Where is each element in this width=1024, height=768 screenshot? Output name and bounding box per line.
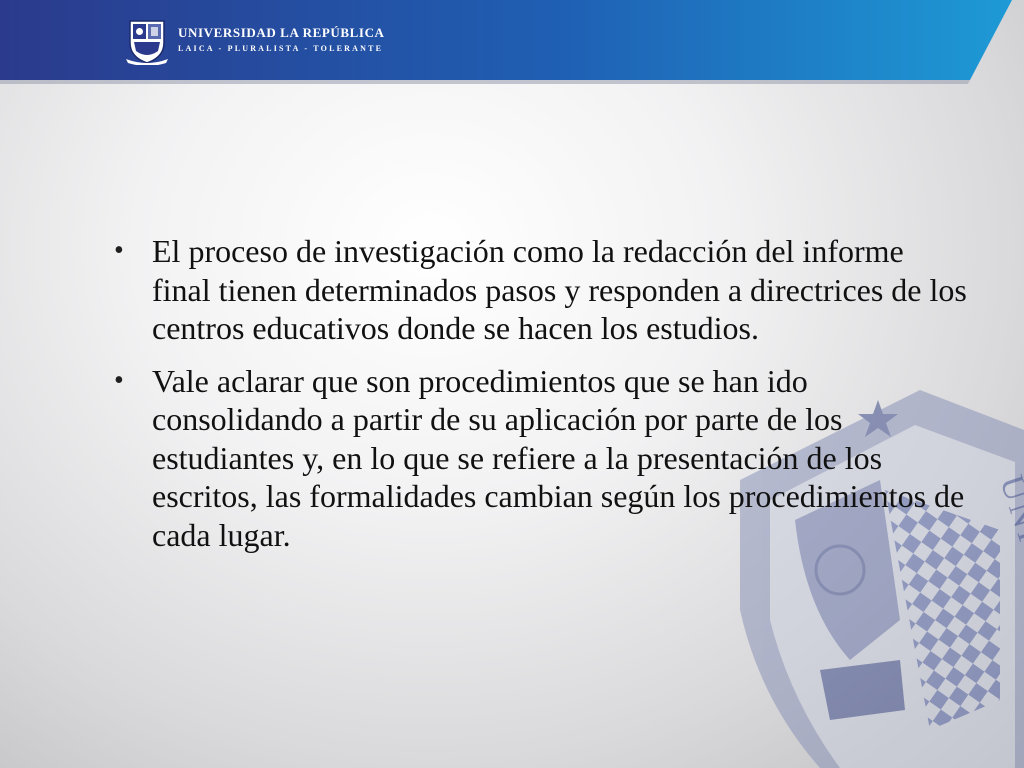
university-crest-icon (124, 15, 170, 65)
university-name: UNIVERSIDAD LA REPÚBLICA (178, 25, 385, 40)
bullet-item (110, 362, 970, 555)
university-motto: LAICA - PLURALISTA - TOLERANTE (178, 44, 384, 53)
bullet-dot: • (114, 364, 124, 396)
bullet-list (110, 232, 970, 554)
bullet-text: El proceso de investigación como la redacción del informe final tienen determinados pasos y responden a directrices de los centros educativos donde se hacen los estudios. (152, 233, 967, 346)
university-logo[interactable] (124, 14, 385, 66)
slide-content (110, 232, 970, 568)
bullet-item (110, 232, 970, 348)
bullet-dot: • (114, 235, 124, 266)
bullet-text: Vale aclarar que son procedimientos que se han ido consolidando a partir de su aplicación por parte de los estudiantes y, en lo que se refiere a la presentación de los escritos, las formalidades cambian según los procedimientos de cada lugar. (152, 362, 965, 553)
